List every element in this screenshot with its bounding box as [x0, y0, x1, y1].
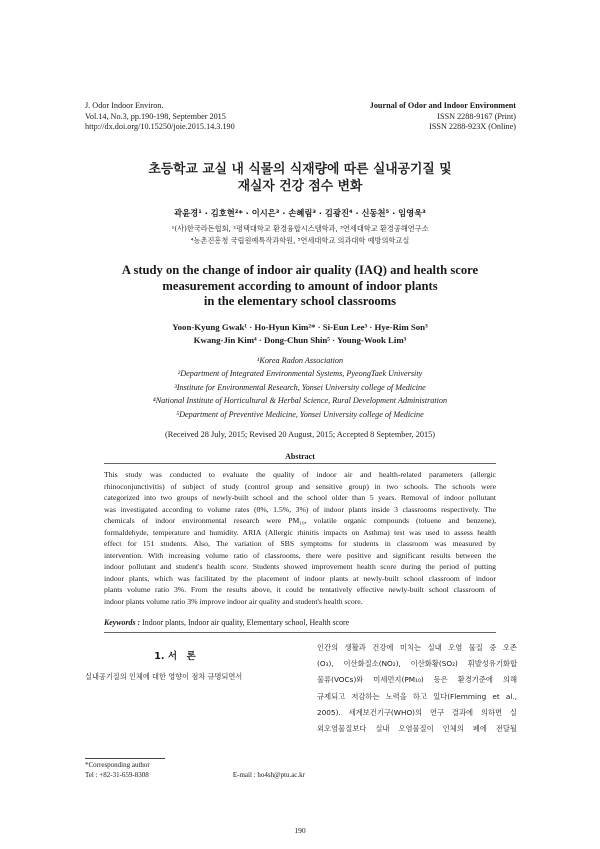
intro-line: (O₃), 이산화질소(NO₂), 이산화황(SO₂) 휘발성유기화합 [317, 659, 517, 669]
corresponding-label: *Corresponding author [85, 761, 150, 769]
english-title-line2: measurement according to amount of indoor plants [162, 278, 438, 293]
journal-issn-block [370, 101, 516, 133]
journal-abbrev: J. Odor Indoor Environ. [85, 101, 164, 110]
english-authors-line1: Yoon-Kyung Gwak¹ · Ho-Hyun Kim²* · Si-Eun Lee³ · Hye-Rim Son³ [172, 322, 428, 332]
abstract-line: rhinoconjunctivitis) of subject of study (control group and sensitive group) in two schools. The schools were [104, 481, 496, 491]
korean-affiliation-line2: ⁴농촌진흥청 국립원예특작과학원, ⁵연세대학교 의과대학 예방의학교실 [190, 236, 410, 245]
corresponding-author-footnote [85, 761, 305, 780]
affiliation-2: ²Department of Integrated Environmental Systems, PyeongTaek University [177, 369, 423, 379]
affiliation-5: ⁵Department of Preventive Medicine, Yonsei University college of Medicine [176, 409, 424, 419]
abstract-body [104, 469, 496, 607]
abstract-line: This study was conducted to evaluate the quality of indoor air and health-related parameters (allergic [104, 470, 496, 479]
intro-right-text [317, 640, 517, 737]
intro-line: 외오염물질보다 실내 오염물질이 인체의 폐에 전달될 [317, 724, 517, 734]
author-tel: Tel : +82-31-659-8308 [85, 770, 149, 779]
abstract-line: was investigated according to volume rates (0%, 1.5%, 3%) of indoor plants inside 3 classrooms respectively. The [104, 504, 496, 514]
intro-line: 2005). 세계보건기구(WHO)의 연구 결과에 의하면 실 [317, 707, 517, 717]
abstract-line: formaldehyde, temperature and humidity. ARIA (Allergic rhinitis impacts on Asthma) test was used to assess health [104, 527, 496, 537]
abstract-line: intervention. With increasing volume ratio of classrooms, there were positive and significant results between the [104, 550, 496, 560]
section-heading-introduction: 1. 서 론 [154, 651, 196, 662]
intro-line: 규제되고 저감하는 노력을 하고 있다(Flemming et al., [317, 691, 517, 701]
abstract-line: chemicals of indoor environmental research were PM₁₀, volatile organic compounds (toluene and benzene), [104, 516, 496, 525]
issn-print: ISSN 2288-9167 (Print) [437, 111, 516, 121]
received-dates: (Received 28 July, 2015; Revised 20 August, 2015; Accepted 8 September, 2015) [164, 430, 436, 439]
abstract-line: indoor pollutant and student's health score. Students showed improvement health score during the period of putting [104, 562, 496, 571]
keywords-list: Indoor plants, Indoor air quality, Elementary school, Health score [140, 618, 350, 627]
affiliation-4: ⁴National Institute of Horticultural & Herbal Science, Rural Development Administration [152, 396, 448, 406]
keywords [104, 618, 349, 627]
english-title-line1: A study on the change of indoor air quality (IAQ) and health score [121, 263, 479, 277]
korean-affiliations [0, 223, 600, 247]
english-authors [0, 321, 600, 347]
korean-title [0, 161, 600, 195]
author-email[interactable]: E-mail : ho4sh@ptu.ac.kr [232, 770, 305, 779]
journal-title: Journal of Odor and Indoor Environment [369, 101, 516, 110]
abstract-line: indoor plants, which was facilitated by the placement of indoor plants at newly-built school classroom of indoor [104, 573, 496, 583]
abstract-line: effect for 151 students. Also, The variation of SBS symptoms for students in classroom was measured by [104, 539, 496, 548]
abstract-line: plants volume ratio 3%. From the results above, it could be tentatively effective newly-built school classroom of [104, 585, 496, 594]
english-title-line3: in the elementary school classrooms [203, 294, 397, 308]
abstract-heading: Abstract [285, 452, 315, 461]
korean-authors: 곽윤경¹ · 김호현²* · 이시은³ · 손혜림³ · 김광진⁴ · 신동천⁵ · 임영욱³ [174, 208, 426, 218]
intro-line: 인간의 생활과 건강에 미치는 실내 오염 물질 중 오존 [317, 643, 517, 652]
keywords-label: Keywords : [104, 618, 141, 627]
korean-title-line1: 초등학교 교실 내 식물의 식재량에 따른 실내공기질 및 [148, 162, 452, 177]
intro-left-text: 실내공기질의 인체에 대한 영향이 점차 규명되면서 [85, 672, 243, 681]
abstract-line: categorized into two groups of newly-built school and the school older than 5 years. Removal of indoor pollutant [104, 493, 496, 502]
affiliation-3: ³Institute for Environmental Research, Yonsei University college of Medicine [174, 382, 426, 392]
abstract-line: indoor plants volume ratio 3% improve indoor air quality and student's health score. [104, 596, 363, 606]
doi-link[interactable]: http://dx.doi.org/10.15250/joie.2015.14.3.190 [85, 122, 235, 132]
issn-online: ISSN 2288-923X (Online) [429, 122, 516, 132]
intro-line: 물류(VOCs)와 미세먼지(PM₁₀) 등은 환경기준에 의해 [317, 675, 517, 685]
affiliation-1: ¹Korea Radon Association [256, 356, 344, 365]
journal-citation-block [85, 101, 235, 133]
volume-info: Vol.14, No.3, pp.190-198, September 2015 [85, 111, 226, 121]
english-authors-line2: Kwang-Jin Kim⁴ · Dong-Chun Shin⁵ · Young-Wook Lim³ [193, 335, 407, 345]
english-affiliations [0, 354, 600, 421]
korean-affiliation-line1: ¹(사)한국라돈협회, ²평택대학교 환경융합시스템학과, ³연세대학교 환경공해연구소 [171, 224, 429, 233]
abstract-top-rule [104, 463, 496, 464]
footnote-rule [85, 758, 165, 759]
abstract-bottom-rule [104, 632, 496, 633]
page-number: 190 [294, 826, 306, 835]
korean-title-line2: 재실자 건강 점수 변화 [237, 179, 363, 194]
english-title [0, 263, 600, 310]
